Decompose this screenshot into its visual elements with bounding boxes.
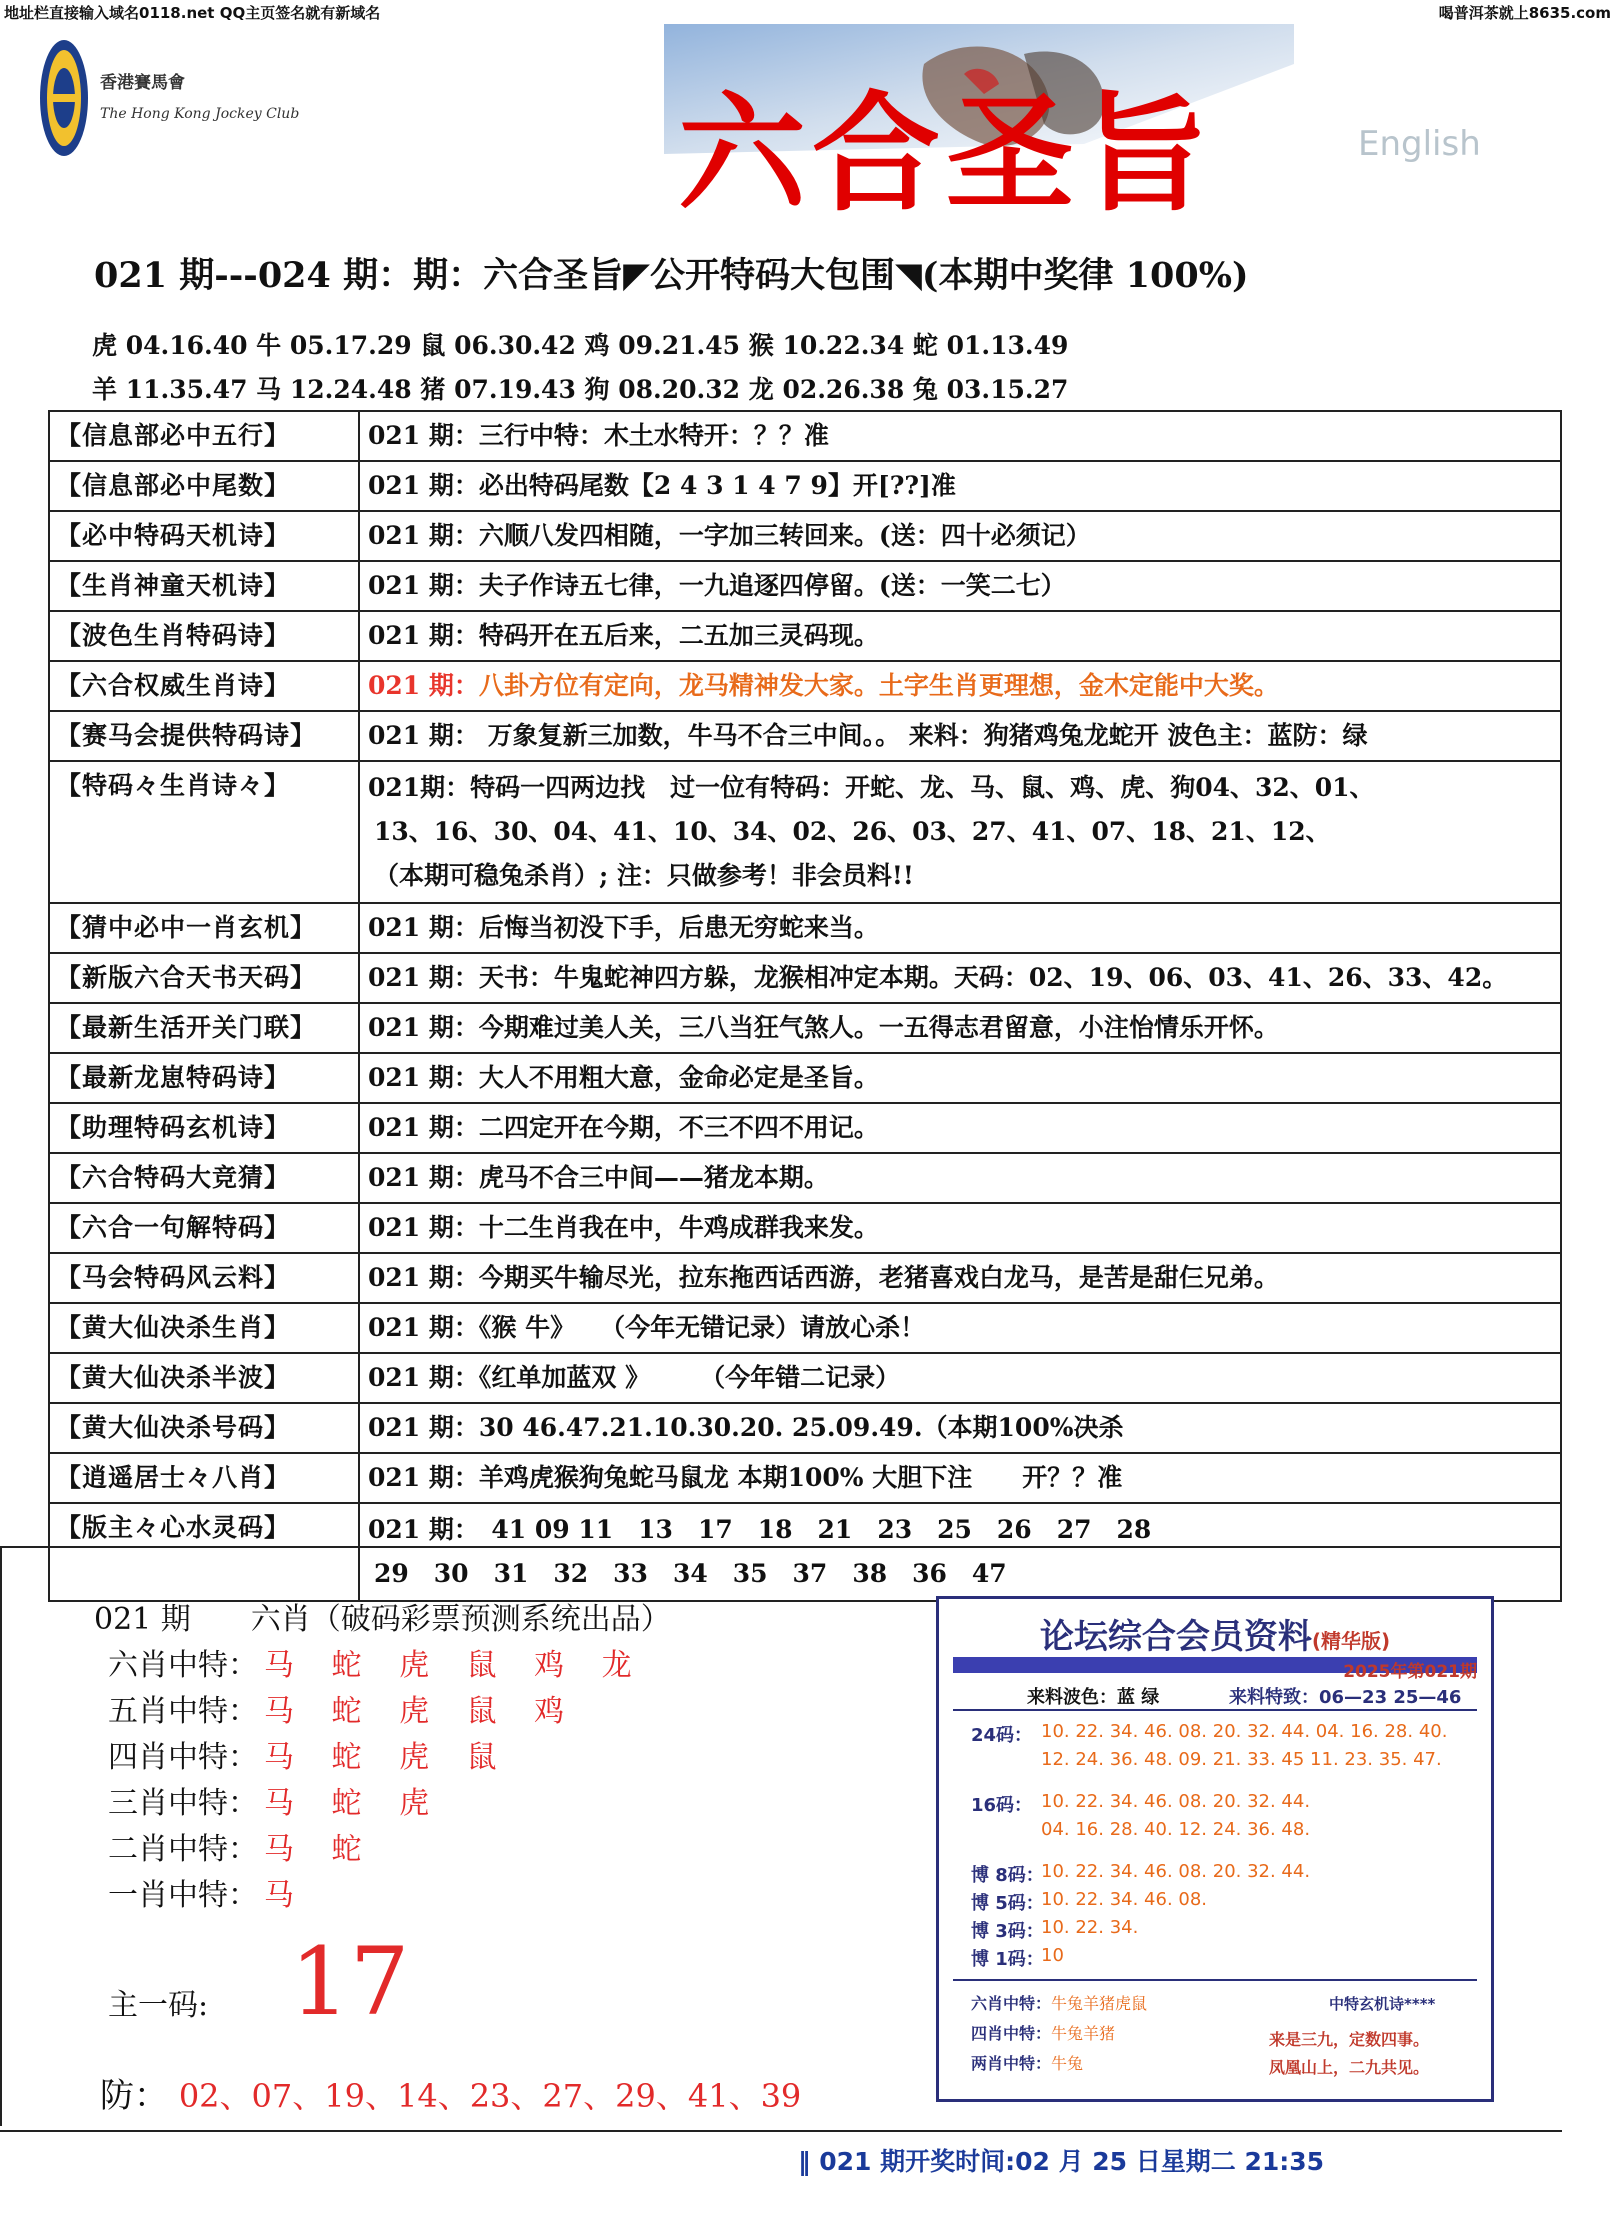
info-row-value — [359, 1053, 1561, 1103]
info-row-line: 021期：特码一四两边找 过一位有特码：开蛇、龙、马、鼠、鸡、虎、狗04、32、01、 — [368, 773, 1375, 802]
card-poem-title: 中特玄机诗**** — [1329, 1995, 1436, 2013]
info-row — [49, 1103, 1561, 1153]
top-left-note: 地址栏直接输入域名0118.net QQ主页签名就有新域名 — [4, 4, 381, 22]
info-row-label: 【六合权威生肖诗】 — [49, 661, 359, 711]
six-xiao-line — [108, 1640, 646, 1684]
card-code-label: 博 3码： — [971, 1921, 1044, 1942]
card-code-label: 博 1码： — [971, 1949, 1044, 1970]
logo-name-en: The Hong Kong Jockey Club — [100, 106, 300, 122]
banner-title: 六合圣旨 — [678, 79, 1215, 229]
info-row-label: 【助理特码玄机诗】 — [49, 1103, 359, 1153]
orange-row-prefix: 021 期： — [368, 671, 479, 700]
six-xiao-value: 马 — [264, 1878, 308, 1913]
info-row-line: 021 期：《猴 牛》 （今年无错记录）请放心杀！ — [368, 1313, 926, 1342]
card-divider-top — [953, 1709, 1477, 1711]
info-row-line: 021 期：天书：牛鬼蛇神四方躲，龙猴相冲定本期。天码：02、19、06、03、41、26、33、42。 — [368, 963, 1508, 992]
info-row — [49, 1353, 1561, 1403]
card-bottom-row — [971, 2021, 1115, 2044]
info-row-line: 021 期：30 46.47.21.10.30.20. 25.09.49.（本期100%决杀 — [368, 1413, 1124, 1442]
info-row — [49, 611, 1561, 661]
info-row-line: 021 期： 41 09 11 13 17 18 21 23 25 26 27 28 — [368, 1515, 1152, 1544]
card-code-values: 10. 22. 34. — [1041, 1917, 1139, 1938]
card-title-wrap — [939, 1609, 1491, 1658]
card-bottom-value: 牛兔 — [1051, 2054, 1084, 2073]
info-row-value — [359, 1003, 1561, 1053]
fang-line — [100, 2068, 801, 2117]
info-row — [49, 1003, 1561, 1053]
footer-divider — [0, 2130, 1562, 2132]
info-row-label: 【黄大仙决杀半波】 — [49, 1353, 359, 1403]
card-wave: 来料波色：蓝 绿 — [1027, 1687, 1160, 1708]
info-row-line: 13、16、30、04、41、10、34、02、26、03、27、41、07、18、21、12、 — [374, 817, 1331, 846]
info-row-label: 【猜中必中一肖玄机】 — [49, 903, 359, 953]
six-xiao-value: 马 蛇 虎 鼠 — [264, 1740, 511, 1775]
info-row — [49, 1403, 1561, 1453]
info-row — [49, 1503, 1561, 1601]
info-row-line — [368, 666, 1552, 706]
main-number: 17 — [290, 1928, 410, 2037]
info-row-label: 【六合特码大竞猜】 — [49, 1153, 359, 1203]
info-row — [49, 511, 1561, 561]
main-number-label: 主一码: — [108, 1988, 209, 2023]
info-row-line: 021 期：今期买牛输尽光，拉东拖西话西游，老猪喜戏白龙马，是苦是甜仨兄弟。 — [368, 1263, 1279, 1292]
six-xiao-value: 马 蛇 虎 — [264, 1786, 444, 1821]
info-row — [49, 711, 1561, 761]
card-bottom-value: 牛兔羊猪 — [1051, 2024, 1116, 2043]
info-row-label: 【特码々生肖诗々】 — [49, 761, 359, 903]
info-row-label: 【生肖神童天机诗】 — [49, 561, 359, 611]
six-xiao-line — [108, 1686, 578, 1730]
six-xiao-label: 一肖中特： — [108, 1878, 258, 1913]
info-row-value — [359, 1453, 1561, 1503]
card-bottom-row — [971, 2051, 1083, 2074]
info-row-value — [359, 1253, 1561, 1303]
info-row-label: 【黄大仙决杀生肖】 — [49, 1303, 359, 1353]
info-row-value — [359, 1353, 1561, 1403]
info-row-value — [359, 1103, 1561, 1153]
card-divider-bottom — [953, 1979, 1477, 1981]
card-code-values: 10. 22. 34. 46. 08. 20. 32. 44. 04. 16. 28. 40. — [1041, 1721, 1448, 1742]
card-bottom-label: 四肖中特： — [971, 2024, 1052, 2043]
info-row-value — [359, 711, 1561, 761]
card-bottom-label: 两肖中特： — [971, 2054, 1052, 2073]
top-right-note: 喝普洱茶就上8635.com — [1438, 4, 1611, 22]
info-row-line: 021 期：夫子作诗五七律，一九追逐四停留。(送：一笑二七） — [368, 571, 1066, 600]
info-row-label: 【新版六合天书天码】 — [49, 953, 359, 1003]
card-title: 论坛综合会员资料 — [1039, 1617, 1312, 1657]
six-xiao-line — [108, 1824, 376, 1868]
card-poem-line-1: 来是三九，定数四事。 — [1269, 2030, 1430, 2049]
card-poem-line-2: 凤凰山上，二九共见。 — [1269, 2058, 1430, 2077]
card-code-values: 10. 22. 34. 46. 08. 20. 32. 44. — [1041, 1791, 1311, 1812]
info-row — [49, 411, 1561, 461]
six-xiao-line — [108, 1870, 308, 1914]
card-code-values: 10. 22. 34. 46. 08. 20. 32. 44. — [1041, 1861, 1311, 1882]
info-row — [49, 903, 1561, 953]
card-code-label: 博 8码： — [971, 1865, 1044, 1886]
card-code-label: 24码： — [971, 1725, 1033, 1746]
info-row-label: 【信息部必中五行】 — [49, 411, 359, 461]
six-xiao-line — [108, 1732, 511, 1776]
info-row — [49, 661, 1561, 711]
info-row-value — [359, 661, 1561, 711]
info-row-value — [359, 953, 1561, 1003]
info-row-line: 021 期：特码开在五后来，二五加三灵码现。 — [368, 621, 879, 650]
six-xiao-value: 马 蛇 — [264, 1832, 376, 1867]
six-xiao-label: 二肖中特： — [108, 1832, 258, 1867]
info-row-label: 【最新生活开关门联】 — [49, 1003, 359, 1053]
info-row-value — [359, 511, 1561, 561]
six-xiao-label: 六肖中特： — [108, 1648, 258, 1683]
info-row-line: 021 期：虎马不合三中间——猪龙本期。 — [368, 1163, 829, 1192]
info-row — [49, 761, 1561, 903]
info-row-value — [359, 761, 1561, 903]
info-row-label: 【波色生肖特码诗】 — [49, 611, 359, 661]
info-row — [49, 1303, 1561, 1353]
info-row-value — [359, 411, 1561, 461]
six-xiao-line — [108, 1778, 443, 1822]
info-row-value — [359, 1503, 1561, 1601]
fang-label: 防： — [100, 2076, 168, 2116]
info-row-label: 【六合一句解特码】 — [49, 1203, 359, 1253]
card-bottom-row — [971, 1991, 1147, 2014]
info-row-value — [359, 611, 1561, 661]
card-issue: 2025年第021期 — [1343, 1662, 1477, 1682]
info-row — [49, 461, 1561, 511]
card-code-values: 04. 16. 28. 40. 12. 24. 36. 48. — [1041, 1819, 1311, 1840]
member-info-card — [936, 1596, 1494, 2102]
info-row — [49, 1153, 1561, 1203]
jockey-club-logo — [34, 40, 300, 160]
section-left-border — [0, 1546, 2, 2126]
card-feature: 来料特致：06—23 25—46 — [1229, 1687, 1462, 1708]
info-row-line: 021 期：《红单加蓝双 》 （今年错二记录） — [368, 1363, 901, 1392]
card-code-label: 博 5码： — [971, 1893, 1044, 1914]
info-row-line: 021 期：十二生肖我在中，牛鸡成群我来发。 — [368, 1213, 879, 1242]
info-row-line: 021 期：必出特码尾数【2 4 3 1 4 7 9】开[??]准 — [368, 471, 956, 500]
six-xiao-value: 马 蛇 虎 鼠 鸡 — [264, 1694, 579, 1729]
info-row-line: 021 期：羊鸡虎猴狗兔蛇马鼠龙 本期100% 大胆下注 开？？准 — [368, 1463, 1123, 1492]
info-row-label: 【信息部必中尾数】 — [49, 461, 359, 511]
info-row-label: 【马会特码风云料】 — [49, 1253, 359, 1303]
info-row-label: 【必中特码天机诗】 — [49, 511, 359, 561]
fang-numbers: 02、07、19、14、23、27、29、41、39 — [178, 2077, 802, 2115]
headline: 021 期---024 期：期：六合圣旨◤公开特码大包围◥(本期中奖律 100%) — [94, 255, 1249, 296]
info-row-value — [359, 1403, 1561, 1453]
jockey-club-emblem-icon — [34, 40, 274, 160]
card-edition: (精华版) — [1311, 1629, 1391, 1653]
card-code-label: 16码： — [971, 1795, 1033, 1816]
info-row-value — [359, 561, 1561, 611]
info-row-label: 【黄大仙决杀号码】 — [49, 1403, 359, 1453]
info-row — [49, 1253, 1561, 1303]
info-row-label: 【赛马会提供特码诗】 — [49, 711, 359, 761]
card-code-values: 10. 22. 34. 46. 08. — [1041, 1889, 1208, 1910]
orange-row-text: 八卦方位有定向，龙马精神发大家。土字生肖更理想，金木定能中大奖。 — [478, 671, 1279, 700]
info-row-line: 021 期：大人不用粗大意，金命必定是圣旨。 — [368, 1063, 879, 1092]
six-xiao-label: 五肖中特： — [108, 1694, 258, 1729]
info-row — [49, 953, 1561, 1003]
english-link[interactable]: English — [1358, 124, 1481, 164]
info-row-value — [359, 1303, 1561, 1353]
section-divider — [0, 1546, 1562, 1548]
info-row — [49, 1203, 1561, 1253]
info-row-line: 021 期：后悔当初没下手，后患无穷蛇来当。 — [368, 913, 879, 942]
card-bottom-label: 六肖中特： — [971, 1994, 1052, 2013]
card-code-values: 12. 24. 36. 48. 09. 21. 33. 45 11. 23. 35. 47. — [1041, 1749, 1442, 1770]
info-row-value — [359, 903, 1561, 953]
info-table — [48, 410, 1562, 1602]
info-row-line: （本期可稳兔杀肖）; 注：只做参考！非会员料!! — [374, 861, 914, 890]
info-row-value — [359, 1203, 1561, 1253]
draw-time-footer: ‖ 021 期开奖时间:02 月 25 日星期二 21:35 — [798, 2147, 1325, 2176]
info-row — [49, 561, 1561, 611]
info-row-line: 021 期：三行中特：木土水特开：？？准 — [368, 421, 829, 450]
info-row-line: 021 期：二四定开在今期，不三不四不用记。 — [368, 1113, 879, 1142]
info-row — [49, 1453, 1561, 1503]
info-row-line: 021 期：今期难过美人关，三八当狂气煞人。一五得志君留意，小注怡情乐开怀。 — [368, 1013, 1279, 1042]
info-row-label: 【逍遥居士々八肖】 — [49, 1453, 359, 1503]
info-row-value — [359, 461, 1561, 511]
banner — [664, 24, 1294, 234]
info-row-line: 021 期： 万象复新三加数，牛马不合三中间。。 来料：狗猪鸡兔龙蛇开 波色主：蓝防：绿 — [368, 721, 1368, 750]
info-row-label: 【版主々心水灵码】 — [49, 1503, 359, 1601]
six-xiao-label: 三肖中特： — [108, 1786, 258, 1821]
logo-name-cn: 香港賽馬會 — [100, 73, 185, 93]
info-row-value — [359, 1153, 1561, 1203]
zodiac-line-2: 羊 11.35.47 马 12.24.48 猪 07.19.43 狗 08.20.32 龙 02.26.38 兔 03.15.27 — [92, 375, 1069, 404]
info-row — [49, 1053, 1561, 1103]
card-bottom-value: 牛兔羊猪虎鼠 — [1051, 1994, 1148, 2013]
zodiac-line-1: 虎 04.16.40 牛 05.17.29 鼠 06.30.42 鸡 09.21.45 猴 10.22.34 蛇 01.13.49 — [92, 331, 1069, 360]
info-row-line: 29 30 31 32 33 34 35 37 38 36 47 — [374, 1559, 1007, 1588]
card-code-values: 10 — [1041, 1945, 1064, 1966]
six-xiao-label: 四肖中特： — [108, 1740, 258, 1775]
info-row-line: 021 期：六顺八发四相随，一字加三转回来。(送：四十必须记） — [368, 521, 1091, 550]
six-xiao-title: 021 期 六肖（破码彩票预测系统出品） — [94, 1602, 671, 1637]
six-xiao-value: 马 蛇 虎 鼠 鸡 龙 — [264, 1648, 646, 1683]
info-row-label: 【最新龙崽特码诗】 — [49, 1053, 359, 1103]
